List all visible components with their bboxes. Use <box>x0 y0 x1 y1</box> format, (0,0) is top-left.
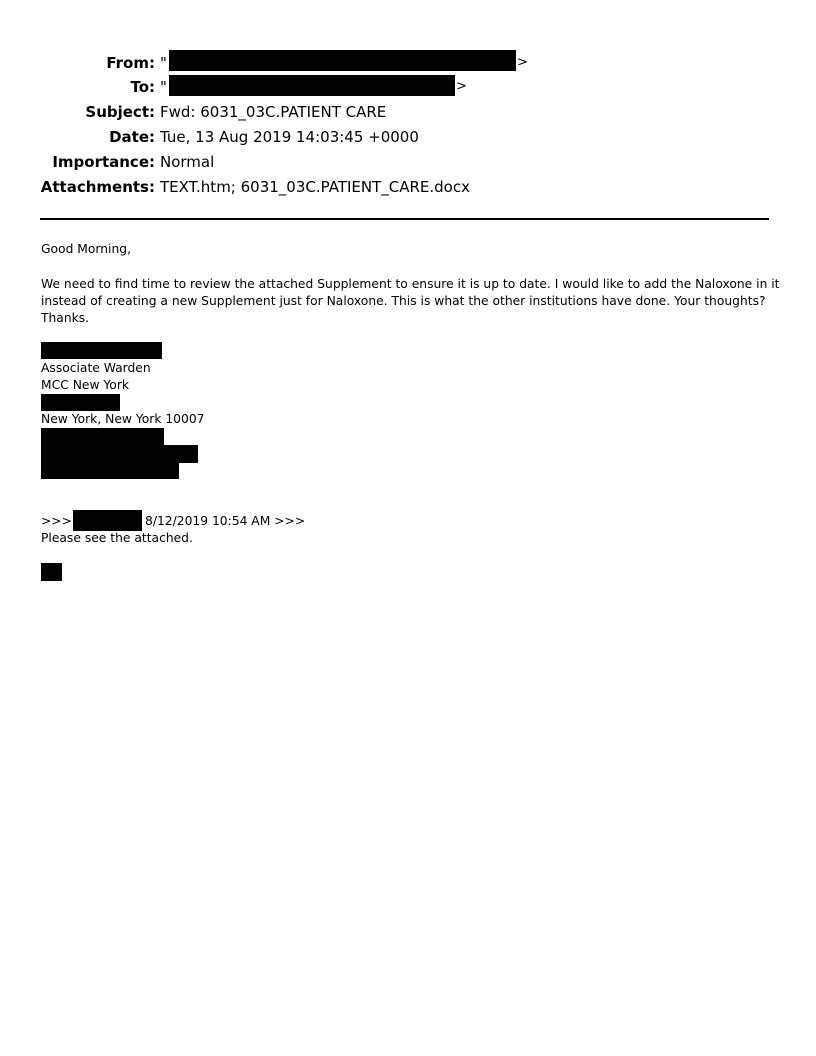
to-prefix: " <box>160 78 167 96</box>
from-label: From: <box>106 54 155 72</box>
header-importance <box>0 151 816 173</box>
date-value: Tue, 13 Aug 2019 14:03:45 +0000 <box>160 128 419 146</box>
redaction-to <box>169 75 455 96</box>
header-subject <box>0 101 816 123</box>
attachments-label: Attachments: <box>40 178 155 196</box>
redaction-contact <box>41 462 179 479</box>
redaction-from <box>169 50 516 71</box>
attachments-value: TEXT.htm; 6031_03C.PATIENT_CARE.docx <box>160 178 470 196</box>
header-attachments <box>0 176 816 198</box>
redaction-contact <box>41 445 198 463</box>
redaction-name <box>41 342 162 359</box>
redaction-address <box>41 394 120 411</box>
header-date <box>0 126 816 148</box>
paragraph-line: Thanks. <box>41 311 90 325</box>
importance-label: Importance: <box>52 153 155 171</box>
paragraph-line: instead of creating a new Supplement just for Naloxone. This is what the other institutions have done. Your thoughts? <box>41 294 766 308</box>
to-label: To: <box>130 78 155 96</box>
forward-timestamp: 8/12/2019 10:54 AM >>> <box>145 514 306 528</box>
signature-org: MCC New York <box>41 378 129 392</box>
forward-prefix: >>> <box>41 514 72 528</box>
redaction-initials <box>41 563 62 581</box>
importance-value: Normal <box>160 153 215 171</box>
greeting: Good Morning, <box>41 242 131 256</box>
signature-city: New York, New York 10007 <box>41 412 205 426</box>
from-prefix: " <box>160 54 167 72</box>
forward-message: Please see the attached. <box>41 531 193 545</box>
signature-title: Associate Warden <box>41 361 151 375</box>
redaction-sender <box>73 510 142 531</box>
subject-label: Subject: <box>85 103 155 121</box>
header-divider <box>40 218 769 220</box>
paragraph-line: We need to find time to review the attached Supplement to ensure it is up to date. I would like to add the Naloxone in it <box>41 277 780 291</box>
to-suffix: > <box>456 79 467 94</box>
from-suffix: > <box>517 55 528 70</box>
redaction-contact <box>41 428 164 446</box>
date-label: Date: <box>109 128 155 146</box>
subject-value: Fwd: 6031_03C.PATIENT CARE <box>160 103 387 121</box>
